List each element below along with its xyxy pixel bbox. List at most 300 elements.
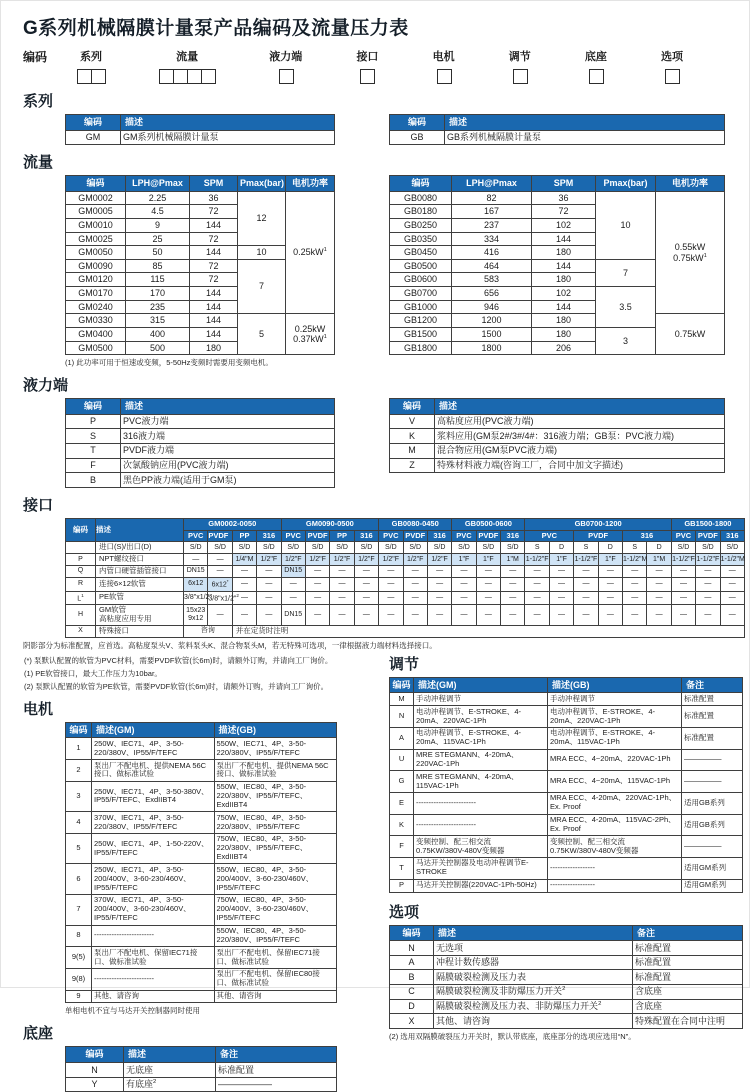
table: [65, 398, 335, 488]
header-cell: PVDF: [208, 530, 232, 542]
cell: 36: [532, 191, 596, 205]
cell: 内管口硬管插管接口: [96, 566, 184, 578]
table-row: [390, 970, 743, 985]
header-cell: GM0090-0500: [281, 518, 379, 530]
cell: 1"F: [598, 554, 622, 566]
header-cell: 描述(GM): [92, 722, 215, 738]
cell: V: [390, 414, 435, 429]
cell: —: [232, 566, 256, 578]
cell: GM0005: [66, 205, 126, 219]
cell: 马达开关控制器(220VAC-1Ph-50Hz): [414, 879, 548, 892]
table: [389, 114, 725, 145]
code-box: [513, 69, 528, 84]
cell: A: [390, 727, 414, 749]
cell: X: [390, 1014, 434, 1029]
cell: 235: [126, 300, 190, 314]
cell: DN15: [281, 566, 305, 578]
table-row: [390, 857, 743, 879]
cell: 946: [452, 300, 532, 314]
section-control: [389, 653, 743, 893]
cell: 144: [190, 300, 238, 314]
header-cell: 316: [257, 530, 281, 542]
cell: —: [647, 591, 671, 605]
cell: 适用GM系列: [682, 857, 743, 879]
section-title-control: 调节: [389, 655, 420, 673]
cell: GB1500: [390, 327, 452, 341]
cell: S/D: [671, 542, 695, 554]
cell: —: [452, 605, 476, 626]
cell: 9: [126, 219, 190, 233]
cell: 1-1/2"F: [671, 554, 695, 566]
cell: H: [66, 605, 96, 626]
cell: 进口(S)/出口(D): [96, 542, 184, 554]
cell: 7: [596, 259, 656, 286]
cell: —: [598, 591, 622, 605]
cell: 无底座: [124, 1063, 216, 1078]
cell: —: [574, 605, 598, 626]
cell: —: [574, 591, 598, 605]
cell: 0.25kW $0.37kW^1$: [286, 314, 335, 355]
cell: GM0170: [66, 287, 126, 301]
flow-gb-table: [389, 175, 725, 355]
cell: S: [574, 542, 598, 554]
cell: B: [390, 970, 434, 985]
cell: GM0010: [66, 219, 126, 233]
code-group-label: 选项: [661, 51, 683, 63]
table-row: [66, 414, 335, 429]
header-cell: 描述(GM): [414, 677, 548, 693]
cell: 85: [126, 259, 190, 273]
cell: —: [696, 591, 720, 605]
cell: D: [598, 542, 622, 554]
cell: —: [720, 605, 744, 626]
code-box: [187, 69, 202, 84]
cell: 316液力端: [121, 429, 335, 444]
table: [65, 722, 337, 1004]
cell: 泵出厂不配电机、提供NEMA 56C接口、做标准试验: [92, 760, 215, 782]
code-boxes: [437, 69, 451, 84]
cell: —: [379, 578, 403, 592]
cell: —: [476, 578, 500, 592]
section-title-interface: 接口: [23, 496, 54, 514]
header-cell: 316: [427, 530, 451, 542]
cell: 144: [190, 219, 238, 233]
cell: —: [281, 578, 305, 592]
header-cell: 编码: [66, 722, 92, 738]
table-row: [66, 542, 745, 554]
cell: —————: [682, 836, 743, 858]
cell: D: [390, 999, 434, 1014]
cell: —: [379, 605, 403, 626]
cell: 550W、IEC80、4P、3-50-200/400V、3-60-230/460V、IP55/F/TEFC: [214, 864, 337, 895]
table-row: [66, 781, 337, 812]
cell: 0.75kW: [656, 314, 725, 355]
table-row: [66, 947, 337, 969]
cell: N: [66, 1063, 124, 1078]
cell: —: [476, 605, 500, 626]
cell: 10: [596, 191, 656, 259]
table: [65, 518, 745, 638]
header-cell: GB1500-1800: [671, 518, 744, 530]
cell: ------------------------: [414, 814, 548, 836]
cell: 1-1/2"M: [720, 554, 744, 566]
cell: T: [66, 443, 121, 458]
cell: —: [403, 591, 427, 605]
table-row: [390, 814, 743, 836]
cell: GM0400: [66, 327, 126, 341]
cell: M: [390, 693, 414, 706]
cell: 混合物应用(GM泵PVC液力端): [435, 443, 725, 458]
cell: —: [257, 578, 281, 592]
cell: —: [671, 578, 695, 592]
cell: 167: [452, 205, 532, 219]
cell: —: [549, 578, 573, 592]
cell: 1: [66, 738, 92, 760]
cell: —: [403, 578, 427, 592]
code-group-5: [509, 48, 531, 84]
header-cell: 编码: [66, 115, 121, 131]
cell: 3.5: [596, 287, 656, 328]
cell: —: [281, 591, 305, 605]
cell: 334: [452, 232, 532, 246]
cell: GB0350: [390, 232, 452, 246]
header-cell: 编码: [66, 518, 96, 542]
table: [65, 1046, 337, 1092]
cell: —: [549, 566, 573, 578]
cell: ------------------------: [92, 925, 215, 947]
table-row: [390, 955, 743, 970]
header-cell: GM0002-0050: [184, 518, 282, 530]
table-row: [390, 693, 743, 706]
cell: 电动冲程调节、E-STROKE、4-20mA、115VAC-1Ph: [414, 727, 548, 749]
cell: 电动冲程调节、E-STROKE、4-20mA、220VAC-1Ph: [414, 706, 548, 728]
cell: S: [623, 542, 647, 554]
cell: —: [403, 605, 427, 626]
cell: —: [330, 578, 354, 592]
cell: 72: [190, 259, 238, 273]
series-tables: [23, 114, 743, 145]
cell: 6x12*: [208, 578, 232, 592]
header-cell: 编码: [390, 115, 445, 131]
bottom-columns: [23, 653, 743, 1092]
cell: 无选项: [434, 941, 633, 956]
cell: S/D: [208, 542, 232, 554]
table-row: [390, 925, 743, 941]
code-group-3: [356, 48, 378, 84]
cell: MRE STEGMANN、4-20mA、220VAC-1Ph: [414, 749, 548, 771]
section-base: [23, 1022, 361, 1092]
code-row: [23, 48, 743, 84]
cell: —: [208, 605, 232, 626]
cell: 3/8"x1/2"$^2$: [208, 591, 232, 605]
cell: 36: [190, 191, 238, 205]
header-cell: Pmax(bar): [238, 176, 286, 192]
cell: D: [647, 542, 671, 554]
cell: 315: [126, 314, 190, 328]
code-group-label: 系列: [80, 51, 103, 63]
cell: S/D: [427, 542, 451, 554]
cell: 适用GB系列: [682, 792, 743, 814]
cell: —: [427, 605, 451, 626]
cell: —: [257, 591, 281, 605]
cell: —: [574, 566, 598, 578]
table-row: [66, 722, 337, 738]
cell: 1"M: [647, 554, 671, 566]
code-groups: [77, 48, 683, 84]
cell: —: [525, 566, 549, 578]
cell: S/D: [232, 542, 256, 554]
cell: 82: [452, 191, 532, 205]
cell: —: [208, 566, 232, 578]
cell: 8: [66, 925, 92, 947]
cell: —: [305, 578, 329, 592]
header-cell: Pmax(bar): [596, 176, 656, 192]
cell: —: [476, 566, 500, 578]
table-row: [66, 968, 337, 990]
cell: DN15: [281, 605, 305, 626]
header-cell: 编码: [390, 925, 434, 941]
cell: 10: [238, 246, 286, 260]
cell: 7: [238, 259, 286, 313]
header-cell: 描述: [121, 115, 335, 131]
table: [389, 677, 743, 893]
cell: —: [598, 605, 622, 626]
table-row: [390, 727, 743, 749]
cell: MRA ECC、4-20mA、115VAC-2Ph、Ex. Proof: [548, 814, 682, 836]
cell: 1"F: [549, 554, 573, 566]
interface-footnote-1: (1) PE软管接口，最大工作压力为10bar。: [24, 668, 162, 678]
cell: 2.25: [126, 191, 190, 205]
cell: G: [390, 771, 414, 793]
table-row: [66, 894, 337, 925]
cell: 750W、IEC80、4P、3-50-220/380V、IP55/F/TEFC: [214, 812, 337, 834]
cell: 144: [190, 314, 238, 328]
cell: 1/2"F: [354, 554, 378, 566]
table-row: [390, 771, 743, 793]
cell: X: [66, 625, 96, 637]
table-row: [390, 115, 725, 131]
cell: 标准配置: [682, 706, 743, 728]
cell: 隔膜破裂检测及非防爆压力开关$^2$: [434, 984, 633, 999]
motor-table: [65, 722, 337, 1004]
cell: Q: [66, 566, 96, 578]
cell: 连接6×12软管: [96, 578, 184, 592]
cell: 隔膜破裂检测及压力表、非防爆压力开关$^2$: [434, 999, 633, 1014]
base-table: [65, 1046, 337, 1092]
series-gb-table: [389, 114, 725, 145]
motor-footnote: 单相电机不宜与马达开关控制器同时使用: [65, 1006, 200, 1016]
section-flow: [23, 151, 743, 368]
cell: 170: [126, 287, 190, 301]
cell: 180: [532, 246, 596, 260]
cell: 500: [126, 341, 190, 355]
cell: 144: [532, 232, 596, 246]
cell: GM0240: [66, 300, 126, 314]
cell: —: [647, 566, 671, 578]
table-row: [390, 414, 725, 429]
code-group-7: [661, 48, 683, 84]
code-group-label: 底座: [584, 51, 607, 63]
cell: —: [330, 591, 354, 605]
cell: 144: [190, 246, 238, 260]
cell: —: [598, 578, 622, 592]
header-cell: 描述: [124, 1047, 216, 1063]
cell: —: [549, 605, 573, 626]
header-cell: 描述: [435, 399, 725, 415]
cell: 7: [66, 894, 92, 925]
code-group-2: [269, 48, 302, 84]
cell: 黑色PP液力端(适用于GM泵): [121, 473, 335, 488]
cell: 550W、IEC80、4P、3-50-220/380V、IP55/F/TEFC、ExdIIBT4: [214, 781, 337, 812]
cell: 1/2"F: [257, 554, 281, 566]
table-row: [390, 677, 743, 693]
cell: 4: [66, 812, 92, 834]
cell: F: [66, 458, 121, 473]
code-boxes: [77, 69, 105, 84]
section-series: [23, 90, 743, 145]
table-row: [66, 130, 335, 145]
cell: M: [390, 443, 435, 458]
code-group-1: [159, 48, 215, 84]
header-cell: PVC: [379, 530, 403, 542]
cell: 5: [66, 833, 92, 864]
cell: —: [305, 605, 329, 626]
cell: S/D: [330, 542, 354, 554]
cell: 适用GB系列: [682, 814, 743, 836]
cell: —: [696, 578, 720, 592]
cell: 含底座: [633, 984, 743, 999]
cell: —: [501, 566, 525, 578]
cell: Z: [390, 458, 435, 473]
cell: —: [623, 578, 647, 592]
cell: 1/2"F: [305, 554, 329, 566]
table-row: [66, 812, 337, 834]
table-row: [66, 429, 335, 444]
cell: —: [501, 605, 525, 626]
cell: —: [671, 605, 695, 626]
cell: 1500: [452, 327, 532, 341]
header-cell: GB0500-0600: [452, 518, 525, 530]
cell: —: [501, 578, 525, 592]
cell: Y: [66, 1077, 124, 1092]
table-row: [390, 836, 743, 858]
table-row: [66, 458, 335, 473]
table: [65, 175, 335, 355]
cell: 250W、IEC71、4P、3-50-380V、IP55/F/TEFC、ExdIIBT4: [92, 781, 215, 812]
cell: —————: [682, 749, 743, 771]
code-box: [201, 69, 216, 84]
table: [389, 175, 725, 355]
cell: 含底座: [633, 999, 743, 1014]
code-box: [77, 69, 92, 84]
cell: 72: [190, 273, 238, 287]
header-cell: 描述(GB): [548, 677, 682, 693]
table-row: [66, 399, 335, 415]
cell: 9(8): [66, 968, 92, 990]
section-title-motor: 电机: [23, 700, 54, 718]
cell: 电动冲程调节、E-STROKE、4-20mA、220VAC-1Ph: [548, 706, 682, 728]
cell: 泵出厂不配电机、保留IEC80接口、做标准试验: [214, 968, 337, 990]
cell: ------------------: [548, 857, 682, 879]
cell: 手动冲程调节: [548, 693, 682, 706]
cell: N: [390, 706, 414, 728]
cell: —: [671, 591, 695, 605]
cell: 1/2"F: [330, 554, 354, 566]
header-cell: 描述: [121, 399, 335, 415]
cell: 15x23 9x12: [184, 605, 208, 626]
flow-footnote: (1) 此功率可用于恒速或变频，5-50Hz变频时需要用变频电机。: [65, 358, 273, 368]
code-group-0: [77, 48, 105, 84]
cell: ------------------------: [92, 968, 215, 990]
table-row: [66, 176, 335, 192]
cell: S/D: [696, 542, 720, 554]
cell: 其他、请咨询: [434, 1014, 633, 1029]
cell: 180: [190, 341, 238, 355]
series-gm-table: [65, 114, 335, 145]
table-row: [66, 578, 745, 592]
section-title-series: 系列: [23, 93, 54, 110]
cell: 泵出厂不配电机、保留IEC71接口、做标准试验: [214, 947, 337, 969]
cell: 115: [126, 273, 190, 287]
cell: N: [390, 941, 434, 956]
cell: S/D: [354, 542, 378, 554]
cell: —: [476, 591, 500, 605]
cell: GB0700: [390, 287, 452, 301]
code-group-label: 电机: [432, 51, 455, 63]
cell: 3: [66, 781, 92, 812]
cell: 3: [596, 327, 656, 354]
cell: —: [452, 591, 476, 605]
cell: 250W、IEC71、4P、1-50-220V、IP55/F/TEFC: [92, 833, 215, 864]
code-boxes: [589, 69, 603, 84]
cell: 6x12: [184, 578, 208, 592]
cell: 656: [452, 287, 532, 301]
cell: —: [354, 578, 378, 592]
cell: —: [696, 605, 720, 626]
table-row: [66, 554, 745, 566]
cell: 1200: [452, 314, 532, 328]
liquid-end-right-table: [389, 398, 725, 473]
header-cell: 编码: [390, 677, 414, 693]
cell: 1-1/2"F: [525, 554, 549, 566]
cell: —: [525, 605, 549, 626]
header-cell: SPM: [532, 176, 596, 192]
header-cell: 316: [720, 530, 744, 542]
header-cell: PVDF: [403, 530, 427, 542]
table-row: [66, 518, 745, 530]
cell: —: [379, 591, 403, 605]
code-box: [173, 69, 188, 84]
header-cell: 备注: [633, 925, 743, 941]
cell: —: [330, 566, 354, 578]
cell: MRA ECC、4~20mA、220VAC-1Ph: [548, 749, 682, 771]
cell: GM0330: [66, 314, 126, 328]
cell: 有底座$^2$: [124, 1077, 216, 1092]
table-row: [390, 176, 725, 192]
code-box: [665, 69, 680, 84]
cell: 9(5): [66, 947, 92, 969]
header-cell: PP: [330, 530, 354, 542]
cell: 5: [238, 314, 286, 355]
interface-footnote-2: (2) 泵默认配置的软管为PE软管，需要PVDF软管(长6m)时，请额外订购，并请向工厂询价。: [24, 681, 329, 691]
cell: —: [647, 578, 671, 592]
cell: —: [427, 578, 451, 592]
cell: —: [696, 566, 720, 578]
cell: 72: [190, 232, 238, 246]
table-row: [66, 1077, 337, 1092]
cell: GB系列机械隔膜计量泵: [445, 130, 725, 145]
header-cell: 316: [501, 530, 525, 542]
